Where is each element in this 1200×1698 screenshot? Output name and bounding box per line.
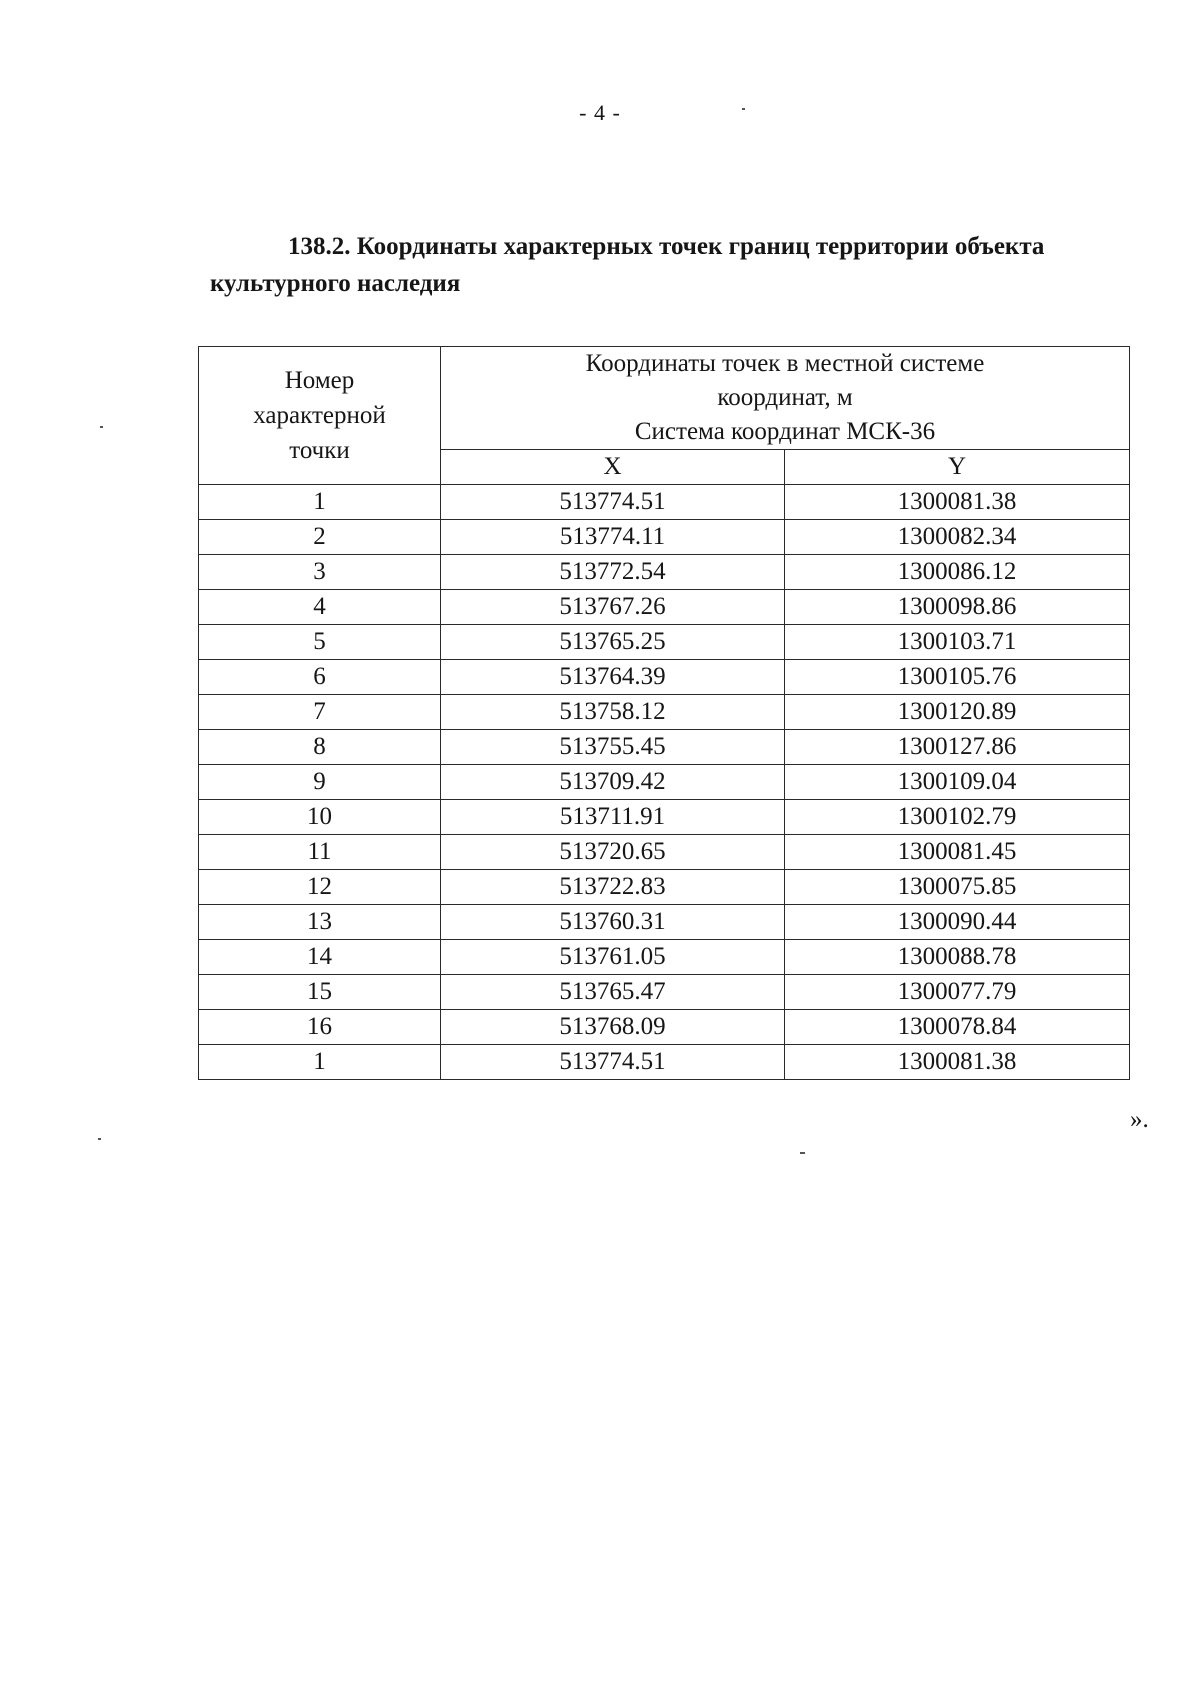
table-row xyxy=(199,1045,1130,1080)
cell-y: 1300105.76 xyxy=(785,660,1130,695)
cell-point-number: 3 xyxy=(199,555,441,590)
cell-point-number: 15 xyxy=(199,975,441,1010)
cell-x: 513774.11 xyxy=(441,520,785,555)
header-coordinate-system: Система координат МСК-36 xyxy=(634,418,936,445)
cell-x: 513768.09 xyxy=(441,1010,785,1045)
cell-y: 1300086.12 xyxy=(785,555,1130,590)
cell-x: 513774.51 xyxy=(441,1045,785,1080)
cell-point-number: 14 xyxy=(199,940,441,975)
cell-y: 1300098.86 xyxy=(785,590,1130,625)
cell-y: 1300081.38 xyxy=(785,1045,1130,1080)
cell-x: 513767.26 xyxy=(441,590,785,625)
cell-point-number: 12 xyxy=(199,870,441,905)
cell-x: 513755.45 xyxy=(441,730,785,765)
table-row xyxy=(199,765,1130,800)
cell-x: 513765.47 xyxy=(441,975,785,1010)
cell-x: 513774.51 xyxy=(441,485,785,520)
cell-x: 513720.65 xyxy=(441,835,785,870)
cell-point-number: 1 xyxy=(199,485,441,520)
coordinates-table xyxy=(198,346,1130,1080)
scan-speck xyxy=(100,426,103,428)
cell-x: 513761.05 xyxy=(441,940,785,975)
header-point-number xyxy=(199,347,441,485)
cell-y: 1300078.84 xyxy=(785,1010,1130,1045)
page-number: - 4 - xyxy=(579,100,621,125)
cell-y: 1300109.04 xyxy=(785,765,1130,800)
cell-point-number: 5 xyxy=(199,625,441,660)
cell-y: 1300127.86 xyxy=(785,730,1130,765)
section-title: 138.2. Координаты характерных точек границ территории объекта культурного наследия xyxy=(210,233,1045,297)
table-row xyxy=(199,730,1130,765)
scan-speck xyxy=(98,1138,101,1140)
cell-point-number: 8 xyxy=(199,730,441,765)
cell-x: 513772.54 xyxy=(441,555,785,590)
table-row xyxy=(199,1010,1130,1045)
table-row xyxy=(199,695,1130,730)
cell-y: 1300075.85 xyxy=(785,870,1130,905)
table-header xyxy=(199,347,1130,485)
cell-y: 1300102.79 xyxy=(785,800,1130,835)
table-row xyxy=(199,555,1130,590)
table-row xyxy=(199,800,1130,835)
cell-y: 1300081.45 xyxy=(785,835,1130,870)
cell-point-number: 10 xyxy=(199,800,441,835)
table-row xyxy=(199,590,1130,625)
header-point-number-label: Номер характерной точки xyxy=(253,367,386,464)
cell-y: 1300081.38 xyxy=(785,485,1130,520)
table-body xyxy=(199,485,1130,1080)
cell-x: 513758.12 xyxy=(441,695,785,730)
table-row xyxy=(199,975,1130,1010)
cell-x: 513760.31 xyxy=(441,905,785,940)
cell-point-number: 16 xyxy=(199,1010,441,1045)
scan-speck xyxy=(742,108,745,110)
header-x: X xyxy=(441,450,785,485)
cell-y: 1300120.89 xyxy=(785,695,1130,730)
table-row xyxy=(199,520,1130,555)
closing-quote: ». xyxy=(1130,1106,1149,1133)
cell-point-number: 6 xyxy=(199,660,441,695)
cell-y: 1300090.44 xyxy=(785,905,1130,940)
cell-point-number: 9 xyxy=(199,765,441,800)
table-row xyxy=(199,940,1130,975)
header-y: Y xyxy=(785,450,1130,485)
cell-point-number: 7 xyxy=(199,695,441,730)
cell-y: 1300082.34 xyxy=(785,520,1130,555)
cell-x: 513765.25 xyxy=(441,625,785,660)
scan-speck xyxy=(800,1152,805,1154)
cell-point-number: 13 xyxy=(199,905,441,940)
header-coordinates-description: Координаты точек в местной системе координат, м xyxy=(585,350,985,411)
cell-x: 513709.42 xyxy=(441,765,785,800)
cell-x: 513711.91 xyxy=(441,800,785,835)
header-coordinates xyxy=(441,347,1130,450)
table-row xyxy=(199,870,1130,905)
cell-point-number: 4 xyxy=(199,590,441,625)
table-row xyxy=(199,905,1130,940)
cell-point-number: 1 xyxy=(199,1045,441,1080)
table-row xyxy=(199,835,1130,870)
table-row xyxy=(199,625,1130,660)
table-row xyxy=(199,485,1130,520)
cell-y: 1300077.79 xyxy=(785,975,1130,1010)
cell-x: 513722.83 xyxy=(441,870,785,905)
table-row xyxy=(199,660,1130,695)
cell-x: 513764.39 xyxy=(441,660,785,695)
cell-point-number: 11 xyxy=(199,835,441,870)
cell-point-number: 2 xyxy=(199,520,441,555)
cell-y: 1300103.71 xyxy=(785,625,1130,660)
cell-y: 1300088.78 xyxy=(785,940,1130,975)
